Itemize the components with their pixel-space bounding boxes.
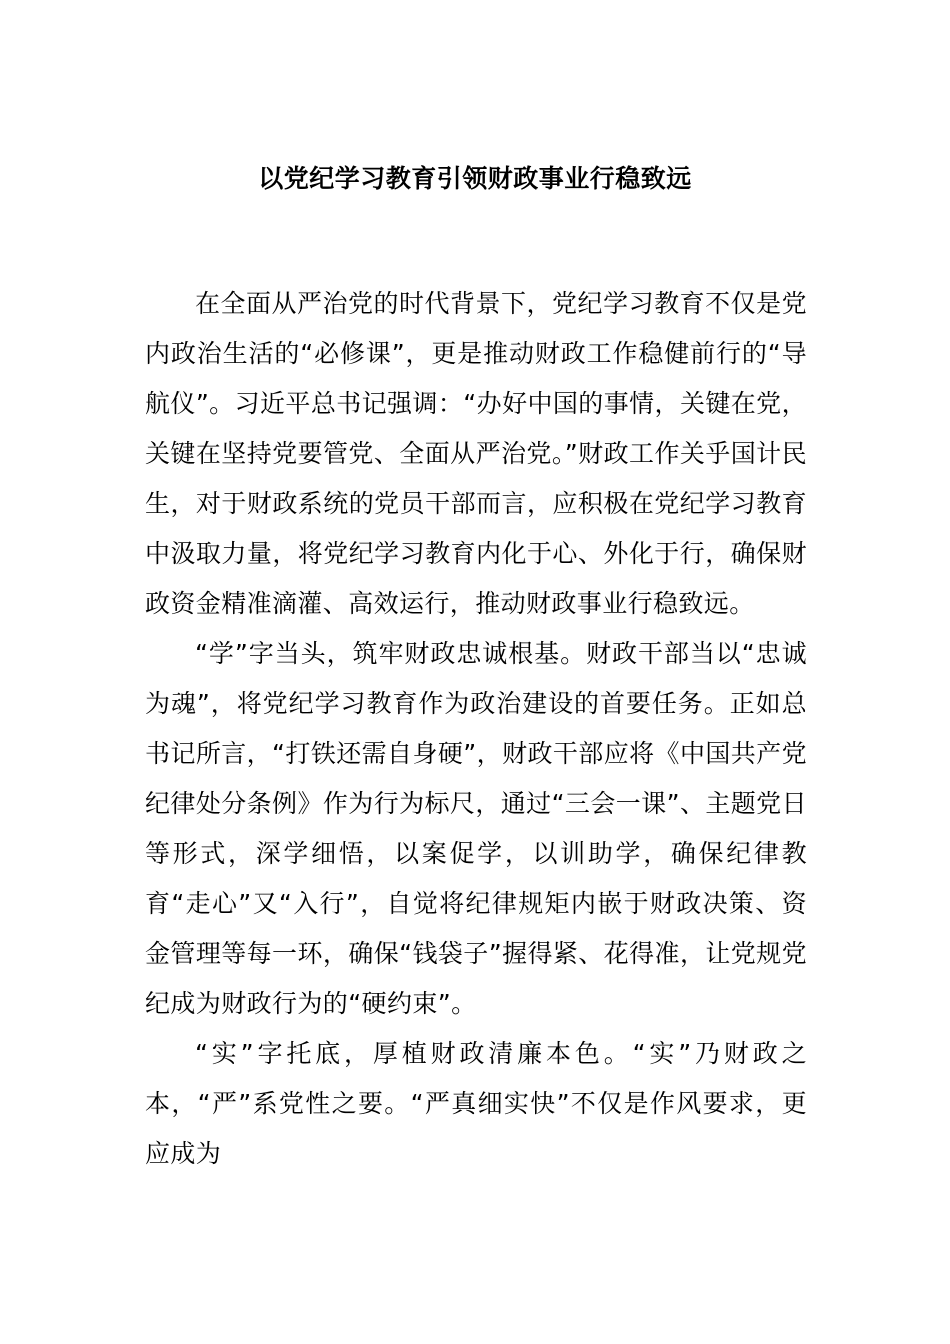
document-title: 以党纪学习教育引领财政事业行稳致远	[258, 164, 692, 193]
paragraph-study: “学”字当头，筑牢财政忠诚根基。财政干部当以“忠诚为魂”，将党纪学习教育作为政治建设的首要任务。正如总书记所言，“打铁还需自身硬”，财政干部应将《中国共产党纪律处分条例》作为行为标尺，通过“三会一课”、主题党日等形式，深学细悟，以案促学，以训助学，确保纪律教育“走心”又“入行”，自觉将纪律规矩内嵌于财政决策、资金管理等每一环，确保“钱袋子”握得紧、花得准，让党规党纪成为财政行为的“硬约束”。	[145, 639, 807, 1018]
paragraph-practice: “实”字托底，厚植财政清廉本色。“实”乃财政之本，“严”系党性之要。“严真细实快”不仅是作风要求，更应成为	[145, 1039, 807, 1168]
paragraph-intro: 在全面从严治党的时代背景下，党纪学习教育不仅是党内政治生活的“必修课”，更是推动财政工作稳健前行的“导航仪”。习近平总书记强调：“办好中国的事情，关键在党，关键在坚持党要管党、全面从严治党。”财政工作关乎国计民生，对于财政系统的党员干部而言，应积极在党纪学习教育中汲取力量，将党纪学习教育内化于心、外化于行，确保财政资金精准滴灌、高效运行，推动财政事业行稳致远。	[145, 289, 807, 618]
document-body	[145, 279, 807, 1179]
